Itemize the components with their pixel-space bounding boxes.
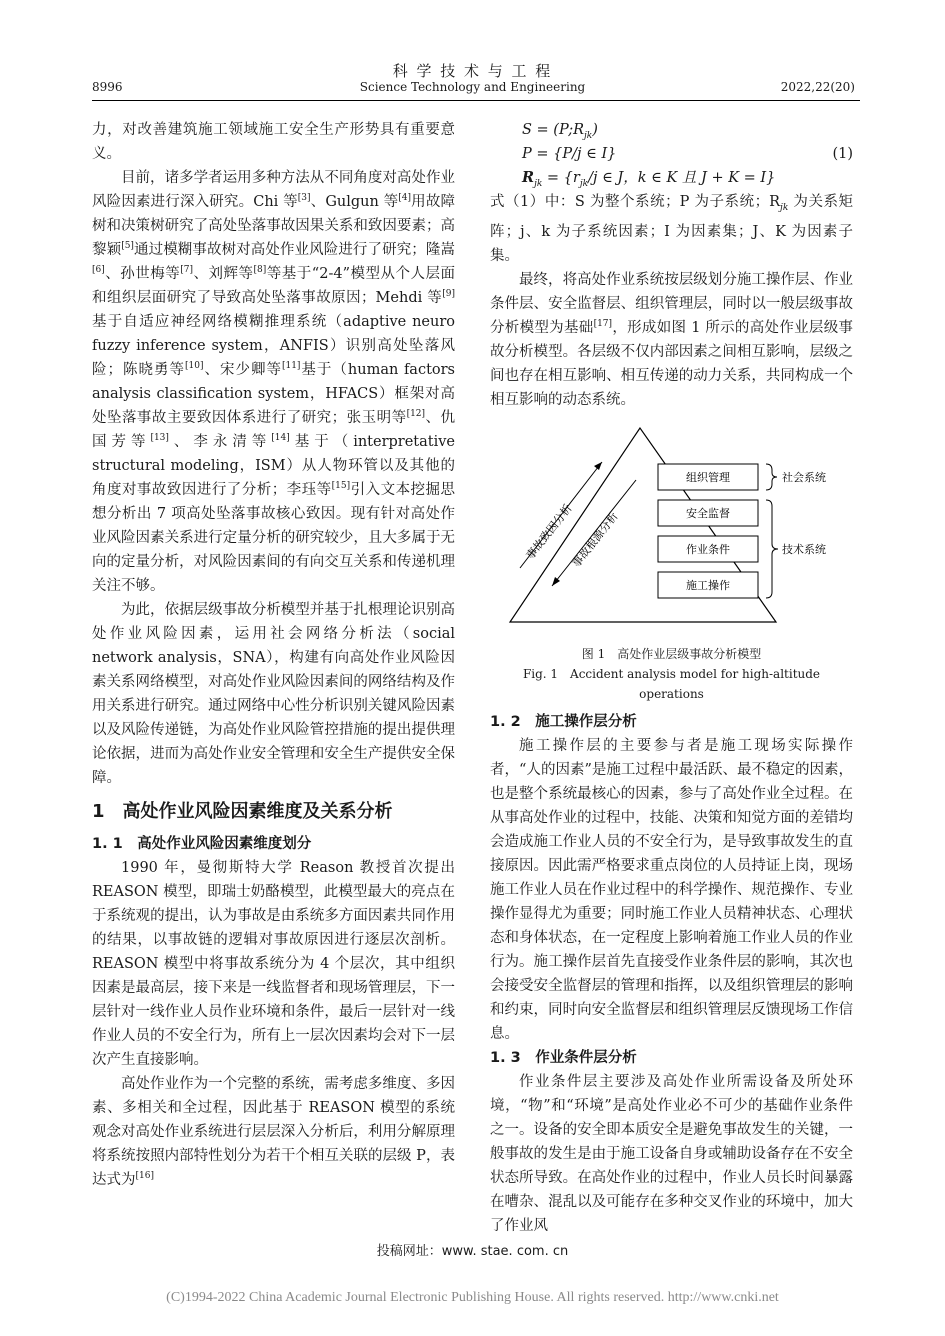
paragraph: 为此，依据层级事故分析模型并基于扎根理论识别高处作业风险因素，运用社会网络分析法（social network analysis，SNA），构建有向高处作业风险因素关系网络模型，对高处作业风险因素间的网络结构及作用关系进行研究。通过网络中心性分析识别关键风险因素以及风险传递链，为高处作业风险管控措施的提出提供理论依据，进而为高处作业安全管理和安全生产提供安全保障。 bbox=[92, 602, 455, 786]
equation-line: P = {P/j ∈ I} (1) bbox=[490, 142, 853, 166]
paragraph: 目前，诸多学者运用多种方法从不同角度对高处作业风险因素进行深入研究。Chi 等[3]、Gulgun 等[4]用故障树和决策树研究了高处坠落事故因果关系和致因要素；高黎颖[5]通过模糊事故树对高处作业风险进行了研究；隆嵩[6]、孙世梅等[7]、刘辉等[8]等基于“2-4”模型从个人层面和组织层面研究了导致高处坠落事故原因；Mehdi 等[9]基于自适应神经网络模糊推理系统（adaptive neuro fuzzy inference system，ANFIS）识别高处坠落风险；陈晓勇等[10]、宋少卿等[11]基于（human factors analysis classification system，HFACS）框架对高处坠落事故主要致因体系进行了研究；张玉明等[12]、仇国芳等[13]、李永清等[14]基于（interpretative structural modeling，ISM）从人物环管以及其他的角度对事故致因进行了分析；李珏等[15]引入文本挖掘思想分析出 7 项高处坠落事故核心致因。现有针对高处作业风险因素关系进行定量分析的研究较少，且大多属于无向的定量分析，对风险因素间的有向交互关系和传递机理关注不够。 bbox=[92, 170, 456, 594]
volume-issue: 2022,22(20) bbox=[780, 80, 855, 94]
arrow-label-up: 事故致因分析 bbox=[523, 501, 575, 562]
figure-1 bbox=[490, 416, 853, 638]
equation-number: (1) bbox=[832, 146, 853, 162]
paragraph: 力，对改善建筑施工领域施工安全生产形势具有重要意义。 bbox=[92, 122, 455, 162]
group-label-social: 社会系统 bbox=[782, 470, 826, 484]
left-column bbox=[92, 118, 455, 1192]
paragraph: 1990 年，曼彻斯特大学 Reason 教授首次提出 REASON 模型，即瑞士奶酪模型，此模型最大的亮点在于系统观的提出，认为事故是由系统多方面因素共同作用的结果，以事故链的逻辑对事故原因进行逐层次剖析。REASON 模型中将事故系统分为 4 个层次，其中组织因素是最高层，接下来是一线监督者和现场管理层，下一层针对一线作业人员作业环境和条件，最后一层针对一线作业人员的不安全行为，所有上一层次因素均会对下一层次产生直接影响。 bbox=[92, 860, 455, 1068]
paragraph: 高处作业作为一个完整的系统，需考虑多维度、多因素、多相关和全过程，因此基于 REASON 模型的系统观念对高处作业系统进行层层深入分析后，利用分解原理将系统按照内部特性划分为若干个相互关联的层级 P，表达式为[16] bbox=[92, 1076, 455, 1188]
figure-caption-cn: 图 1 高处作业层级事故分析模型 bbox=[581, 646, 762, 661]
group-label-tech: 技术系统 bbox=[782, 542, 826, 556]
paragraph: 作业条件层主要涉及高处作业所需设备及所处环境，“物”和“环境”是高处作业必不可少的基础作业条件之一。设备的安全即本质安全是避免事故发生的关键，一般事故的发生是由于施工设备自身或辅助设备存在不安全状态所导致。在高处作业的过程中，作业人员长时间暴露在嘈杂、混乱以及可能存在多种交叉作业的环境中，加大了作业风 bbox=[490, 1073, 853, 1234]
equation-line: $R_{jk} = \{r_{jk}/j$ ∈ J，k ∈ K 且 J + K = I} bbox=[522, 169, 776, 189]
header-rule bbox=[92, 100, 860, 101]
journal-title-cn: 科 学 技 术 与 工 程 bbox=[392, 62, 553, 80]
arrow-label-down: 事故根源分析 bbox=[569, 509, 621, 570]
page-number: 8996 bbox=[92, 80, 123, 94]
paragraph: 最终，将高处作业系统按层级划分施工操作层、作业条件层、安全监督层、组织管理层，同时以一般层级事故分析模型为基础[17]，形成如图 1 所示的高处作业层级事故分析模型。各层级不仅内部因素之间相互影响，层级之间也存在相互影响、相互传递的动力关系，共同构成一个相互影响的动态系统。 bbox=[490, 271, 853, 408]
figure-caption-en: Fig. 1 Accident analysis model for high-altitude operations bbox=[522, 666, 821, 701]
journal-title-en: Science Technology and Engineering bbox=[359, 80, 586, 94]
subsection-heading: 1. 1 高处作业风险因素维度划分 bbox=[92, 836, 312, 852]
box-label: 施工操作 bbox=[686, 578, 730, 592]
subsection-heading: 1. 3 作业条件层分析 bbox=[490, 1049, 637, 1066]
copyright-line: (C)1994-2022 China Academic Journal Electronic Publishing House. All rights reserved. http://www.cnki.net bbox=[166, 1290, 779, 1305]
layer-model-diagram bbox=[490, 416, 853, 638]
bracket-tech bbox=[766, 500, 778, 598]
subsection-heading: 1. 2 施工操作层分析 bbox=[490, 713, 637, 730]
box-label: 组织管理 bbox=[686, 470, 730, 484]
box-label: 作业条件 bbox=[686, 542, 730, 556]
equation-line: $S = (P;R_{jk})$ bbox=[522, 122, 598, 141]
paragraph: 式（1）中：S 为整个系统；P 为子系统；$R_{jk}$ 为关系矩阵；j、k 为子系统因素；I 为因素集；J、K 为因素子集。 bbox=[490, 194, 854, 264]
bracket-social bbox=[766, 464, 777, 490]
right-column bbox=[490, 118, 853, 1238]
box-label: 安全监督 bbox=[686, 506, 730, 520]
section-heading: 1 高处作业风险因素维度及关系分析 bbox=[92, 801, 393, 822]
submission-url: 投稿网址：www. stae. com. cn bbox=[376, 1244, 569, 1259]
paragraph: 施工操作层的主要参与者是施工现场实际操作者，“人的因素”是施工过程中最活跃、最不稳定的因素，也是整个系统最核心的因素，参与了高处作业全过程。在从事高处作业的过程中，技能、决策和知觉方面的差错均会造成施工作业人员的不安全行为，是导致事故发生的直接原因。因此需严格要求重点岗位的人员持证上岗，现场施工作业人员在作业过程中的科学操作、规范操作、专业操作显得尤为重要；同时施工作业人员精神状态、心理状态和身体状态，在一定程度上影响着施工作业人员的作业行为。施工操作层首先直接受作业条件层的影响，其次也会接受安全监督层的管理和指挥，以及组织管理层的影响和约束，同时向安全监督层和组织管理层反馈现场工作信息。 bbox=[490, 737, 853, 1042]
